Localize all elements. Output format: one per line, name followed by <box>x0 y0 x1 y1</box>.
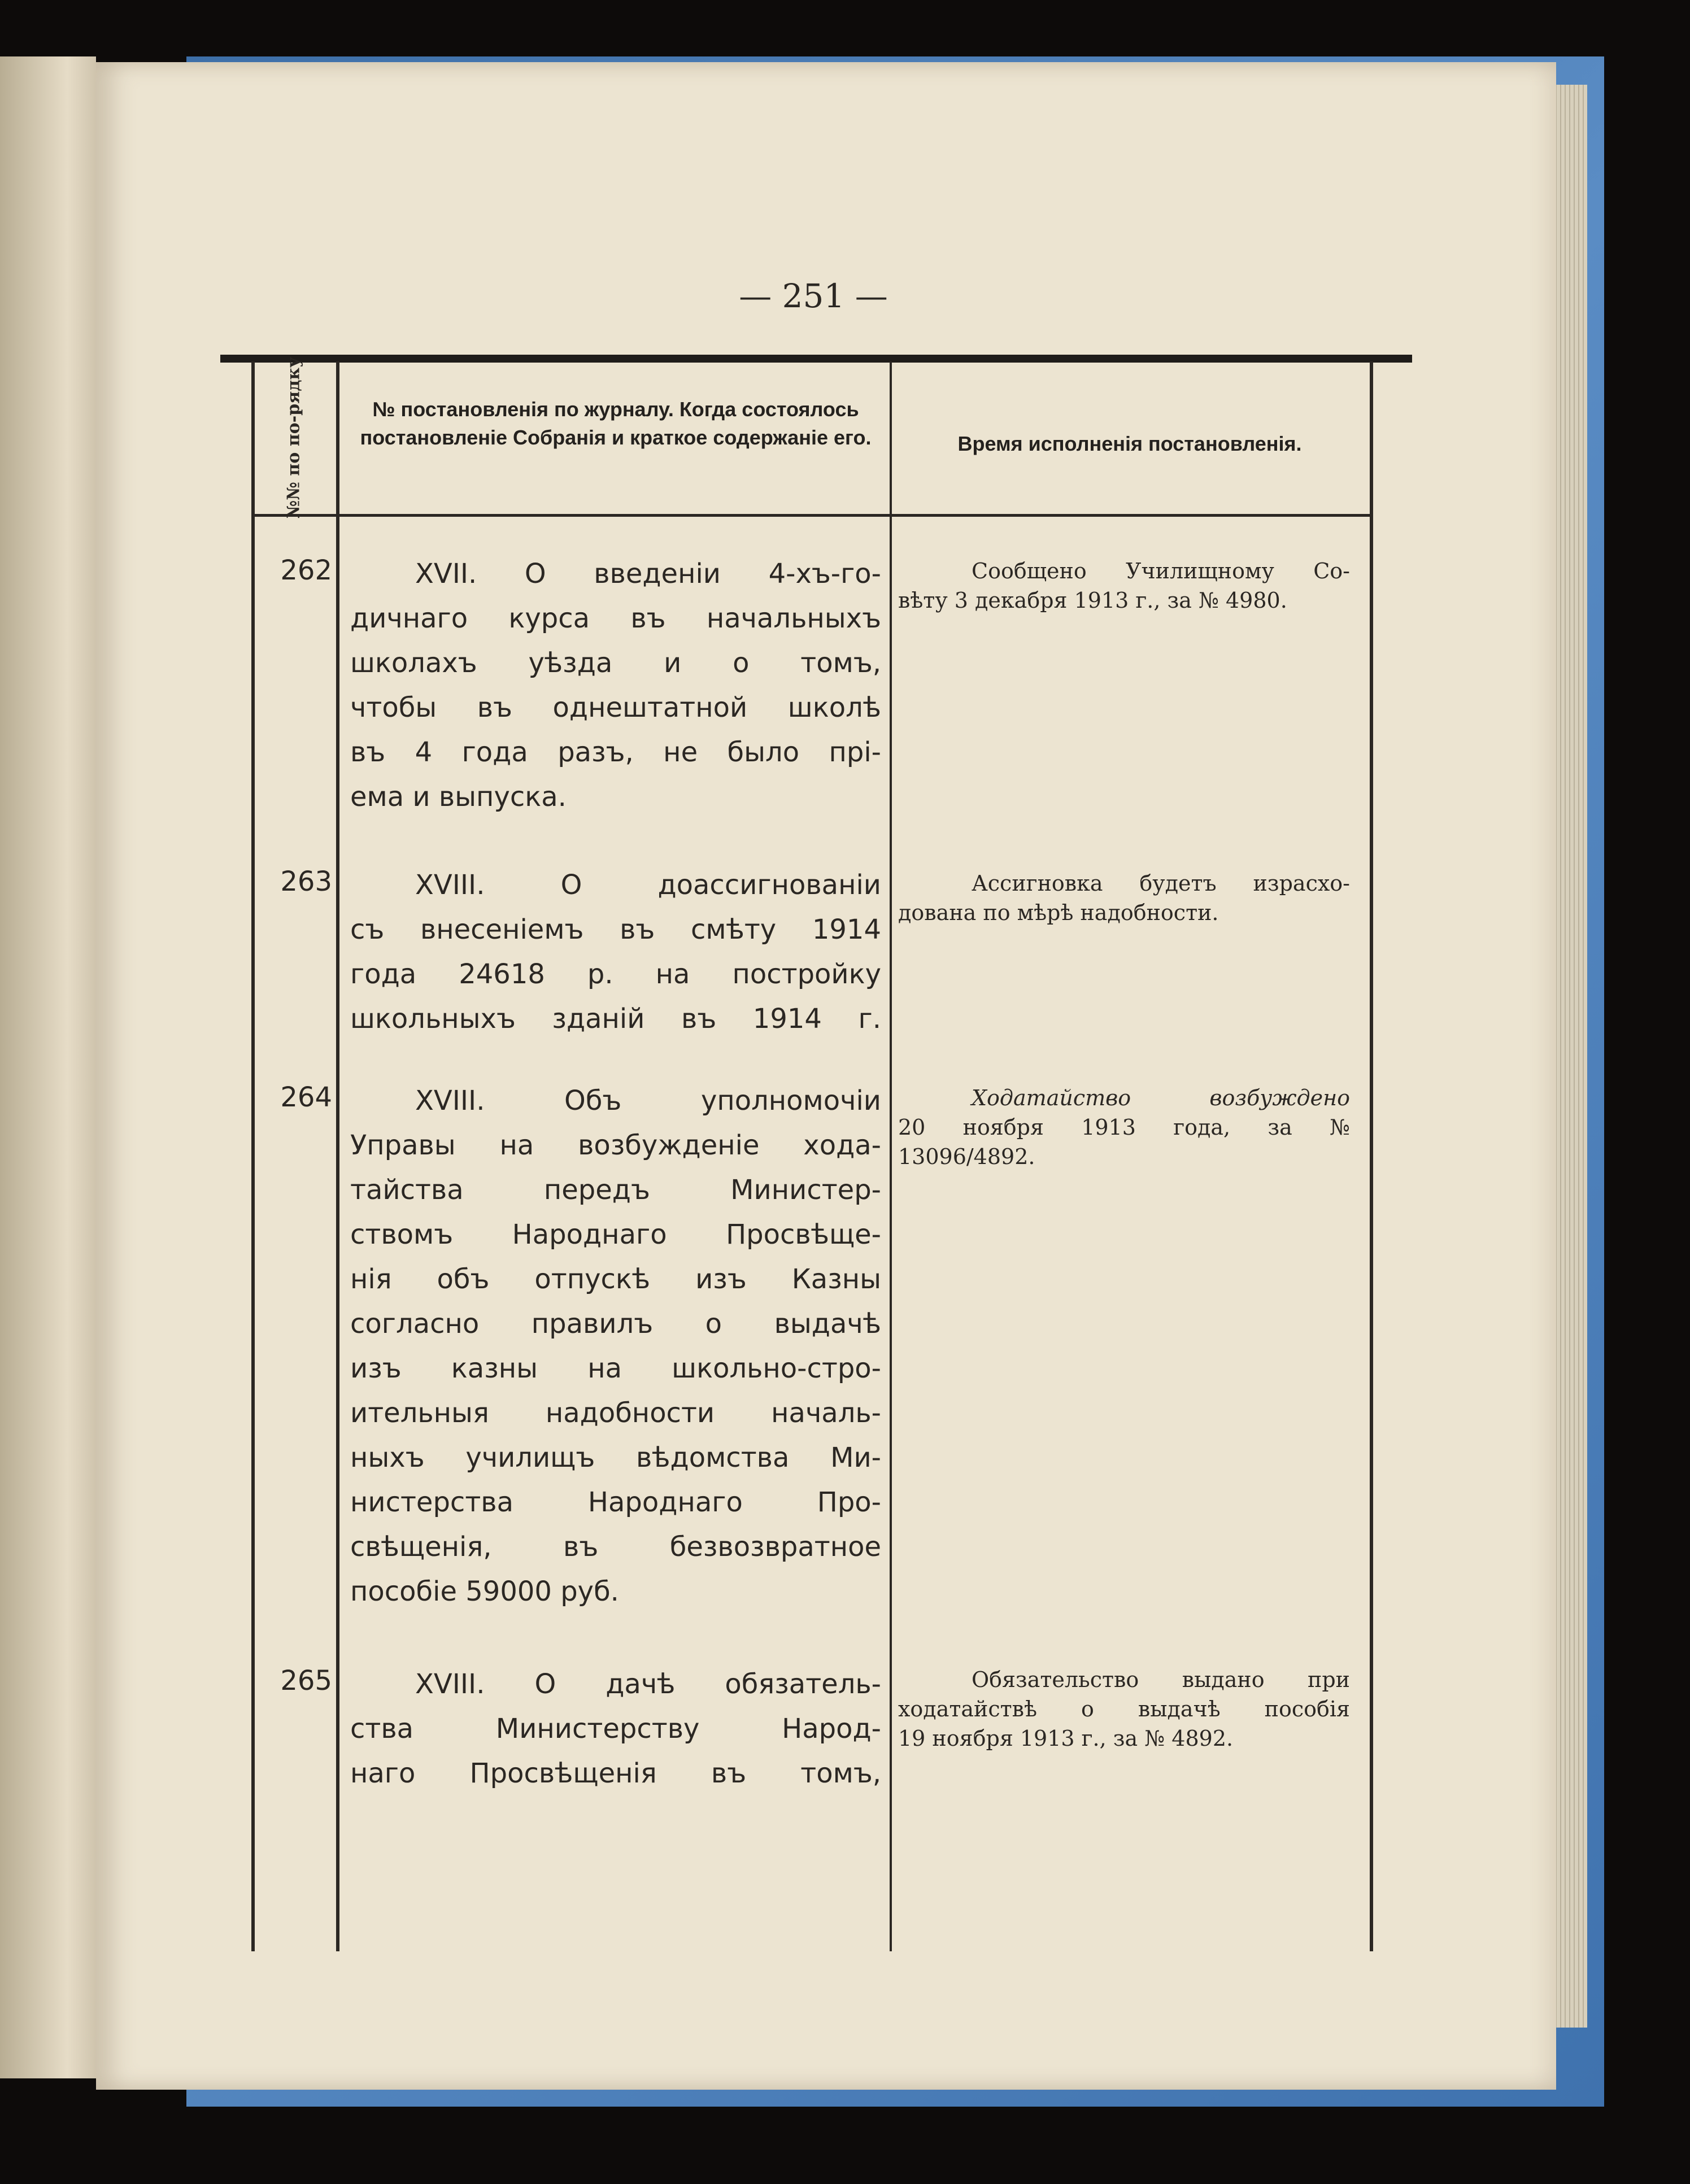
text-line: нія объ отпускѣ изъ Казны <box>350 1263 881 1295</box>
text-line: XVIII. О доассигнованіи <box>415 869 881 901</box>
text-line: съ внесеніемъ въ смѣту 1914 <box>350 914 881 945</box>
text-line: ства Министерству Народ- <box>350 1713 881 1745</box>
resolution-text <box>350 863 881 1041</box>
row-number: 263 <box>280 866 332 897</box>
resolution-text <box>350 552 881 819</box>
text-line: Ходатайство возбуждено <box>972 1086 1350 1110</box>
text-line: ствомъ Народнаго Просвѣще- <box>350 1219 881 1250</box>
text-line: согласно правилъ о выдачѣ <box>350 1308 881 1340</box>
table-top-rule <box>220 355 1412 363</box>
text-line: школахъ уѣзда и о томъ, <box>350 647 881 679</box>
text-line: чтобы въ однештатной школѣ <box>350 692 881 723</box>
text-line: 13096/4892. <box>898 1144 1035 1169</box>
header-num-label: №№ по по-рядку <box>284 356 303 519</box>
text-line: въ 4 года разъ, не было прі- <box>350 736 881 768</box>
text-line: XVIII. Объ уполномочіи <box>415 1085 881 1117</box>
text-line: свѣщенія, въ безвозвратное <box>350 1531 881 1563</box>
column-divider-2 <box>890 361 892 1951</box>
text-line: ныхъ училищъ вѣдомства Ми- <box>350 1442 881 1474</box>
header-resolution-column: № постановленія по журналу. Когда состоялось постановленіе Собранія и краткое содержаніе его. <box>360 398 872 449</box>
text-line: XVIII. О дачѣ обязатель- <box>415 1668 881 1700</box>
row-number: 264 <box>280 1082 332 1113</box>
text-line: Ассигновка будетъ израсхо- <box>972 871 1350 896</box>
text-line: Сообщено Училищному Со- <box>972 559 1350 583</box>
text-line: вѣту 3 декабря 1913 г., за № 4980. <box>898 588 1287 613</box>
page-number: — 251 — <box>739 277 888 315</box>
text-line: ходатайствѣ о выдачѣ пособія <box>898 1697 1350 1721</box>
text-line: ема и выпуска. <box>350 781 567 813</box>
text-line: ительныя надобности началь- <box>350 1397 881 1429</box>
execution-text <box>898 869 1350 927</box>
text-line: тайства передъ Министер- <box>350 1174 881 1206</box>
resolution-text <box>350 1662 881 1796</box>
text-line: наго Просвѣщенія въ томъ, <box>350 1758 881 1789</box>
execution-text <box>898 556 1350 615</box>
row-number: 262 <box>280 555 332 586</box>
resolution-text <box>350 1079 881 1614</box>
text-line: нистерства Народнаго Про- <box>350 1486 881 1518</box>
text-line: 20 ноября 1913 года, за № <box>898 1115 1350 1140</box>
text-line: Управы на возбужденіе хода- <box>350 1130 881 1161</box>
text-line: года 24618 р. на постройку <box>350 958 881 990</box>
header-execution-column: Время исполненія постановленія. <box>957 432 1302 455</box>
text-line: дована по мѣрѣ надобности. <box>898 900 1219 925</box>
text-line: дичнаго курса въ начальныхъ <box>350 603 881 634</box>
text-line: изъ казны на школьно-стро- <box>350 1353 881 1384</box>
table-right-border <box>1370 361 1373 1951</box>
text-line: пособіе 59000 руб. <box>350 1576 619 1607</box>
execution-text <box>898 1665 1350 1753</box>
text-line: Обязательство выдано при <box>972 1667 1350 1692</box>
header-num-column <box>257 356 330 519</box>
header-bottom-rule <box>254 514 1370 517</box>
column-divider-1 <box>336 361 339 1951</box>
text-line: XVII. О введеніи 4-хъ-го- <box>415 558 881 590</box>
text-line: 19 ноября 1913 г., за № 4892. <box>898 1726 1234 1751</box>
table-left-border <box>251 361 255 1951</box>
left-page-edge <box>0 56 96 2078</box>
row-number: 265 <box>280 1665 332 1697</box>
text-line: школьныхъ зданій въ 1914 г. <box>350 1003 881 1035</box>
execution-text <box>898 1083 1350 1171</box>
